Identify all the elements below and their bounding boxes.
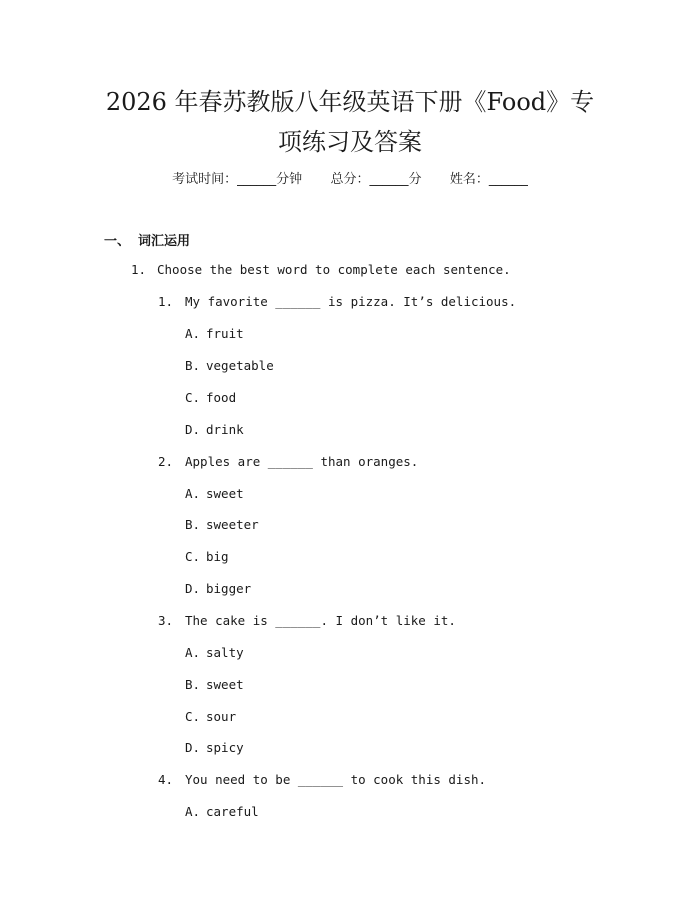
question-text: My favorite ______ is pizza. It’s delicious. [185, 294, 517, 309]
option-item [185, 709, 236, 724]
section-number: 一、 [104, 234, 131, 249]
question-number: 4. [158, 772, 174, 787]
section-title: 词汇运用 [138, 234, 191, 249]
question-text: The cake is ______. I don’t like it. [185, 613, 456, 628]
question-number: 1. [158, 294, 174, 309]
option-text: careful [206, 804, 259, 819]
option-text: spicy [206, 740, 244, 755]
option-letter: B. [185, 358, 201, 373]
option-letter: A. [185, 486, 201, 501]
question-item [158, 772, 486, 787]
option-item [185, 645, 244, 660]
option-text: sweeter [206, 517, 259, 532]
option-text: sweet [206, 486, 244, 501]
question-number: 3. [158, 613, 174, 628]
option-item [185, 549, 229, 564]
option-text: sour [206, 709, 237, 724]
document-title [60, 82, 640, 162]
option-text: food [206, 390, 237, 405]
option-item [185, 358, 274, 373]
option-item [185, 740, 244, 755]
option-text: sweet [206, 677, 244, 692]
option-letter: A. [185, 645, 201, 660]
option-item [185, 517, 259, 532]
total-score-field: 总分：______分 [330, 172, 422, 187]
option-item [185, 422, 244, 437]
question-item [158, 454, 418, 469]
option-letter: D. [185, 581, 201, 596]
option-text: big [206, 549, 229, 564]
option-text: drink [206, 422, 244, 437]
option-item [185, 326, 244, 341]
option-item [185, 581, 251, 596]
question-item [158, 613, 456, 628]
option-letter: B. [185, 677, 201, 692]
title-line-1: 2026 年春苏教版八年级英语下册《Food》专 [105, 88, 595, 116]
option-item [185, 804, 259, 819]
question-item [158, 294, 516, 309]
option-item [185, 486, 244, 501]
option-item [185, 677, 244, 692]
option-text: vegetable [206, 358, 274, 373]
option-letter: A. [185, 326, 201, 341]
option-letter: C. [185, 549, 201, 564]
section-heading [104, 230, 190, 249]
student-name-field: 姓名：______ [449, 172, 528, 187]
question-text: Apples are ______ than oranges. [185, 454, 419, 469]
instruction-line [131, 262, 511, 277]
question-number: 2. [158, 454, 174, 469]
exam-meta [0, 168, 700, 187]
option-item [185, 390, 236, 405]
instruction-text: Choose the best word to complete each sentence. [157, 262, 511, 277]
option-text: bigger [206, 581, 252, 596]
option-letter: B. [185, 517, 201, 532]
exam-time-field: 考试时间：______分钟 [172, 172, 303, 187]
option-letter: D. [185, 740, 201, 755]
option-text: salty [206, 645, 244, 660]
option-letter: A. [185, 804, 201, 819]
option-letter: C. [185, 390, 201, 405]
instruction-number: 1. [131, 262, 147, 277]
question-text: You need to be ______ to cook this dish. [185, 772, 487, 787]
option-text: fruit [206, 326, 244, 341]
option-letter: D. [185, 422, 201, 437]
title-line-2: 项练习及答案 [278, 128, 422, 156]
option-letter: C. [185, 709, 201, 724]
